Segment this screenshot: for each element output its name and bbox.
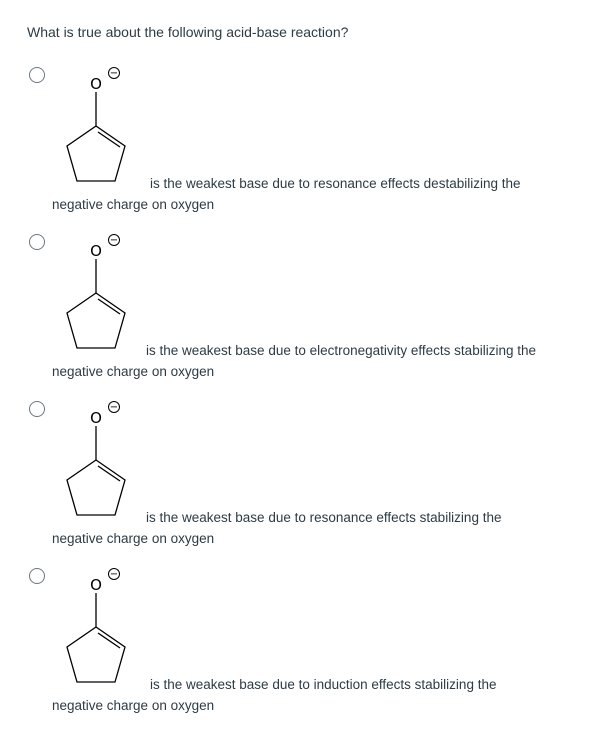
option-2-text-continued: negative charge on oxygen xyxy=(52,364,215,379)
answer-option-4[interactable] xyxy=(0,568,614,728)
answer-option-3[interactable] xyxy=(0,401,614,561)
question-text: What is true about the following acid-base reaction? xyxy=(27,24,349,40)
svg-text:O: O xyxy=(90,576,102,594)
svg-text:O: O xyxy=(90,409,102,427)
option-4-text: is the weakest base due to induction effects stabilizing the xyxy=(150,677,497,692)
radio-button-option-2[interactable] xyxy=(29,234,45,250)
option-1-text: is the weakest base due to resonance effects destabilizing the xyxy=(150,176,521,191)
radio-button-option-3[interactable] xyxy=(29,401,45,417)
answer-option-1[interactable] xyxy=(0,67,614,227)
option-3-text: is the weakest base due to resonance effects stabilizing the xyxy=(146,510,502,525)
option-1-text-continued: negative charge on oxygen xyxy=(52,197,215,212)
answer-option-2[interactable] xyxy=(0,234,614,394)
cyclopentene-oxide-structure-icon xyxy=(60,395,140,517)
svg-text:O: O xyxy=(90,242,102,260)
option-2-text: is the weakest base due to electronegativity effects stabilizing the xyxy=(146,343,536,358)
svg-text:−: − xyxy=(109,569,119,580)
radio-button-option-4[interactable] xyxy=(29,568,45,584)
cyclopentene-oxide-structure-icon xyxy=(60,562,140,684)
radio-button-option-1[interactable] xyxy=(29,67,45,83)
cyclopentene-oxide-structure-icon xyxy=(60,228,140,350)
svg-text:−: − xyxy=(109,402,119,413)
svg-text:O: O xyxy=(90,75,102,93)
svg-text:−: − xyxy=(109,68,119,79)
option-4-text-continued: negative charge on oxygen xyxy=(52,698,215,713)
svg-text:−: − xyxy=(109,235,119,246)
option-3-text-continued: negative charge on oxygen xyxy=(52,531,215,546)
cyclopentene-oxide-structure-icon xyxy=(60,61,140,183)
